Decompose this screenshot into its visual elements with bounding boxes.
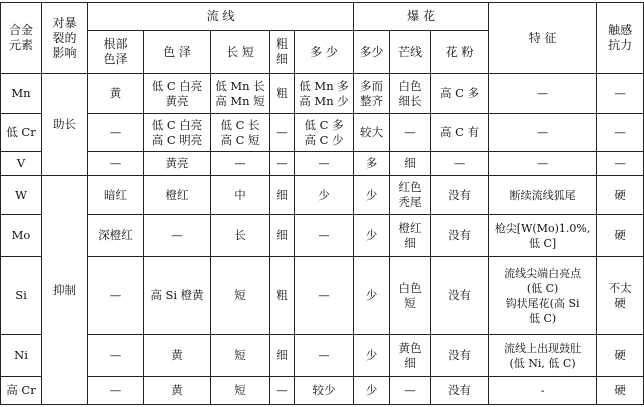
cell-amount: 较少	[295, 377, 354, 405]
cell-pollen: 没有	[431, 377, 489, 405]
cell-awn: 黄色 细	[390, 335, 431, 377]
cell-touch: 硬	[597, 377, 644, 405]
table-row	[1, 215, 644, 257]
effect-promote: 助长	[42, 74, 88, 176]
header-feature: 特 征	[489, 3, 597, 74]
cell-element: W	[1, 176, 42, 215]
cell-awn: 细	[390, 152, 431, 176]
cell-feature: 流线尖端白亮点 (低 C) 钩状尾花(高 Si 低 C)	[489, 257, 597, 335]
cell-length: 低 C 长 高 C 短	[211, 114, 270, 152]
cell-color: 黄亮	[144, 152, 211, 176]
cell-root-color: —	[88, 114, 144, 152]
cell-thickness: 粗	[270, 74, 295, 114]
cell-element: Mo	[1, 215, 42, 257]
cell-pollen: 没有	[431, 257, 489, 335]
cell-awn: —	[390, 114, 431, 152]
header-thickness: 粗 细	[270, 31, 295, 74]
cell-root-color: 深橙红	[88, 215, 144, 257]
cell-thickness: 细	[270, 335, 295, 377]
cell-root-color: 黄	[88, 74, 144, 114]
cell-element: Mn	[1, 74, 42, 114]
header-pollen: 花 粉	[431, 31, 489, 74]
effect-inhibit: 抑制	[42, 176, 88, 405]
cell-burst-amount: 少	[354, 215, 390, 257]
cell-pollen: 高 C 多	[431, 74, 489, 114]
cell-awn: 白色 细长	[390, 74, 431, 114]
cell-touch: 硬	[597, 176, 644, 215]
header-effect: 对暴 裂的 影响	[42, 3, 88, 74]
cell-color: 低 C 白亮 黄亮	[144, 74, 211, 114]
header-element: 合金 元素	[1, 3, 42, 74]
cell-root-color: 暗红	[88, 176, 144, 215]
cell-burst-amount: 多	[354, 152, 390, 176]
cell-color: 黄	[144, 377, 211, 405]
cell-pollen: —	[431, 152, 489, 176]
cell-touch: —	[597, 152, 644, 176]
table-row	[1, 152, 644, 176]
cell-element: Si	[1, 257, 42, 335]
cell-element: 低 Cr	[1, 114, 42, 152]
cell-burst-amount: 多而 整齐	[354, 74, 390, 114]
cell-color: 橙红	[144, 176, 211, 215]
cell-color: 高 Si 橙黄	[144, 257, 211, 335]
cell-root-color: —	[88, 377, 144, 405]
cell-root-color: —	[88, 152, 144, 176]
cell-amount: —	[295, 215, 354, 257]
cell-awn: 红色 秃尾	[390, 176, 431, 215]
table-row	[1, 176, 644, 215]
cell-touch: 硬	[597, 215, 644, 257]
cell-thickness: —	[270, 377, 295, 405]
table-row	[1, 257, 644, 335]
cell-root-color: —	[88, 335, 144, 377]
cell-burst-amount: 较大	[354, 114, 390, 152]
cell-amount: 少	[295, 176, 354, 215]
cell-color: 黄	[144, 335, 211, 377]
header-length: 长 短	[211, 31, 270, 74]
cell-length: 短	[211, 257, 270, 335]
cell-root-color: —	[88, 257, 144, 335]
cell-length: 短	[211, 335, 270, 377]
cell-touch: 不太 硬	[597, 257, 644, 335]
cell-length: 中	[211, 176, 270, 215]
table-row	[1, 114, 644, 152]
cell-burst-amount: 少	[354, 335, 390, 377]
cell-burst-amount: 少	[354, 176, 390, 215]
cell-feature: —	[489, 74, 597, 114]
cell-length: 短	[211, 377, 270, 405]
cell-amount: —	[295, 257, 354, 335]
header-root-color: 根部 色泽	[88, 31, 144, 74]
cell-feature: 断续流线狐尾	[489, 176, 597, 215]
header-streamline: 流 线	[88, 3, 354, 31]
header-amount: 多 少	[295, 31, 354, 74]
cell-amount: —	[295, 335, 354, 377]
cell-length: —	[211, 152, 270, 176]
header-touch: 触感 抗力	[597, 3, 644, 74]
cell-color: —	[144, 215, 211, 257]
cell-thickness: 粗	[270, 257, 295, 335]
cell-length: 长	[211, 215, 270, 257]
table-row	[1, 377, 644, 405]
header-burst-amount: 多少	[354, 31, 390, 74]
header-color: 色 泽	[144, 31, 211, 74]
cell-color: 低 C 白亮 高 C 明亮	[144, 114, 211, 152]
cell-feature: —	[489, 152, 597, 176]
cell-touch: —	[597, 74, 644, 114]
cell-element: V	[1, 152, 42, 176]
table-row	[1, 74, 644, 114]
cell-amount: 低 Mn 多 高 Mn 少	[295, 74, 354, 114]
cell-feature: —	[489, 114, 597, 152]
cell-awn: 橙红 细	[390, 215, 431, 257]
cell-awn: 白色 短	[390, 257, 431, 335]
cell-touch: —	[597, 114, 644, 152]
table-row	[1, 335, 644, 377]
cell-feature: 枪尖[W(Mo)1.0%, 低 C]	[489, 215, 597, 257]
cell-amount: —	[295, 152, 354, 176]
cell-thickness: 细	[270, 176, 295, 215]
header-burst: 爆 花	[354, 3, 489, 31]
cell-touch: 硬	[597, 335, 644, 377]
cell-feature: -	[489, 377, 597, 405]
cell-length: 低 Mn 长 高 Mn 短	[211, 74, 270, 114]
header-awn: 芒线	[390, 31, 431, 74]
cell-awn: —	[390, 377, 431, 405]
cell-thickness: —	[270, 114, 295, 152]
cell-element: 高 Cr	[1, 377, 42, 405]
cell-element: Ni	[1, 335, 42, 377]
cell-burst-amount: 少	[354, 257, 390, 335]
alloy-spark-table	[0, 2, 644, 405]
cell-pollen: 没有	[431, 215, 489, 257]
cell-thickness: —	[270, 152, 295, 176]
cell-pollen: 高 C 有	[431, 114, 489, 152]
cell-feature: 流线上出现鼓肚 (低 Ni, 低 C)	[489, 335, 597, 377]
cell-pollen: 没有	[431, 335, 489, 377]
cell-thickness: 细	[270, 215, 295, 257]
cell-amount: 低 C 多 高 C 少	[295, 114, 354, 152]
cell-pollen: 没有	[431, 176, 489, 215]
cell-burst-amount: 少	[354, 377, 390, 405]
